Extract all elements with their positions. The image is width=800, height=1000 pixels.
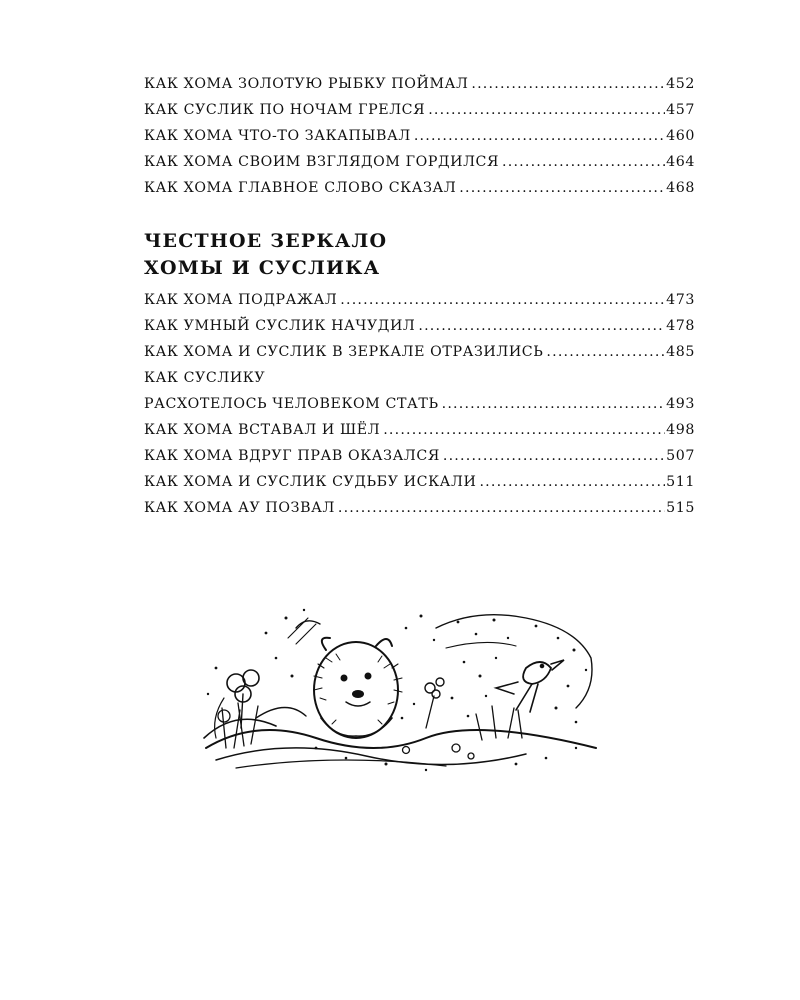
section-heading: [144, 228, 387, 282]
toc-entry-page: 498: [666, 422, 695, 438]
toc-entry-page: 473: [666, 292, 695, 308]
toc-entry-title: КАК СУСЛИКУ: [144, 370, 266, 386]
dot-leader: [338, 500, 665, 516]
dot-leader: [383, 422, 665, 438]
toc-entry-title: КАК ХОМА И СУСЛИК В ЗЕРКАЛЕ ОТРАЗИЛИСЬ: [144, 344, 544, 360]
toc-entry[interactable]: [144, 422, 695, 448]
dot-leader: [418, 318, 665, 334]
toc-entry[interactable]: [144, 292, 695, 318]
toc-entry-title: КАК ХОМА ГЛАВНОЕ СЛОВО СКАЗАЛ: [144, 180, 457, 196]
dot-leader: [340, 292, 665, 308]
dot-leader: [414, 128, 665, 144]
toc-entry-page: 511: [666, 474, 695, 490]
toc-entry-page: 452: [666, 76, 695, 92]
dot-leader: [443, 448, 665, 464]
section-heading-line-2: ХОМЫ И СУСЛИКА: [144, 257, 381, 279]
hamster-and-bird-illustration: [196, 598, 606, 778]
toc-entry-continued[interactable]: [144, 370, 695, 396]
toc-group-2: [144, 292, 695, 526]
dot-leader: [471, 76, 665, 92]
toc-entry[interactable]: [144, 76, 695, 102]
section-heading-line-1: ЧЕСТНОЕ ЗЕРКАЛО: [144, 230, 388, 252]
toc-entry-title: КАК ХОМА ВСТАВАЛ И ШЁЛ: [144, 422, 381, 438]
toc-entry-title: КАК ХОМА АУ ПОЗВАЛ: [144, 500, 335, 516]
toc-entry[interactable]: [144, 396, 695, 422]
toc-entry-page: 460: [666, 128, 695, 144]
toc-entry-page: 485: [666, 344, 695, 360]
toc-entry[interactable]: [144, 500, 695, 526]
dot-leader: [502, 154, 665, 170]
toc-entry-title: КАК ХОМА ПОДРАЖАЛ: [144, 292, 338, 308]
toc-entry-title: КАК СУСЛИК ПО НОЧАМ ГРЕЛСЯ: [144, 102, 426, 118]
toc-entry-title: КАК УМНЫЙ СУСЛИК НАЧУДИЛ: [144, 318, 416, 334]
toc-entry-title: КАК ХОМА ВДРУГ ПРАВ ОКАЗАЛСЯ: [144, 448, 440, 464]
toc-entry-page: 478: [666, 318, 695, 334]
toc-entry-title: РАСХОТЕЛОСЬ ЧЕЛОВЕКОМ СТАТЬ: [144, 396, 439, 412]
toc-entry-page: 468: [666, 180, 695, 196]
toc-entry-page: 457: [666, 102, 695, 118]
toc-entry[interactable]: [144, 344, 695, 370]
dot-leader: [428, 102, 665, 118]
toc-entry-title: КАК ХОМА СВОИМ ВЗГЛЯДОМ ГОРДИЛСЯ: [144, 154, 500, 170]
toc-entry[interactable]: [144, 318, 695, 344]
toc-entry[interactable]: [144, 448, 695, 474]
toc-entry-page: 464: [666, 154, 695, 170]
toc-entry[interactable]: [144, 102, 695, 128]
dot-leader: [442, 396, 666, 412]
toc-entry-title: КАК ХОМА И СУСЛИК СУДЬБУ ИСКАЛИ: [144, 474, 477, 490]
dot-leader: [479, 474, 665, 490]
toc-entry-title: КАК ХОМА ЧТО-ТО ЗАКАПЫВАЛ: [144, 128, 411, 144]
toc-entry-page: 515: [666, 500, 695, 516]
toc-entry[interactable]: [144, 154, 695, 180]
toc-entry[interactable]: [144, 128, 695, 154]
toc-entry-page: 507: [666, 448, 695, 464]
dot-leader: [546, 344, 665, 360]
toc-entry-page: 493: [666, 396, 695, 412]
dot-leader: [459, 180, 665, 196]
toc-entry[interactable]: [144, 180, 695, 206]
toc-entry-title: КАК ХОМА ЗОЛОТУЮ РЫБКУ ПОЙМАЛ: [144, 76, 469, 92]
toc-entry[interactable]: [144, 474, 695, 500]
toc-group-1: [144, 76, 695, 206]
